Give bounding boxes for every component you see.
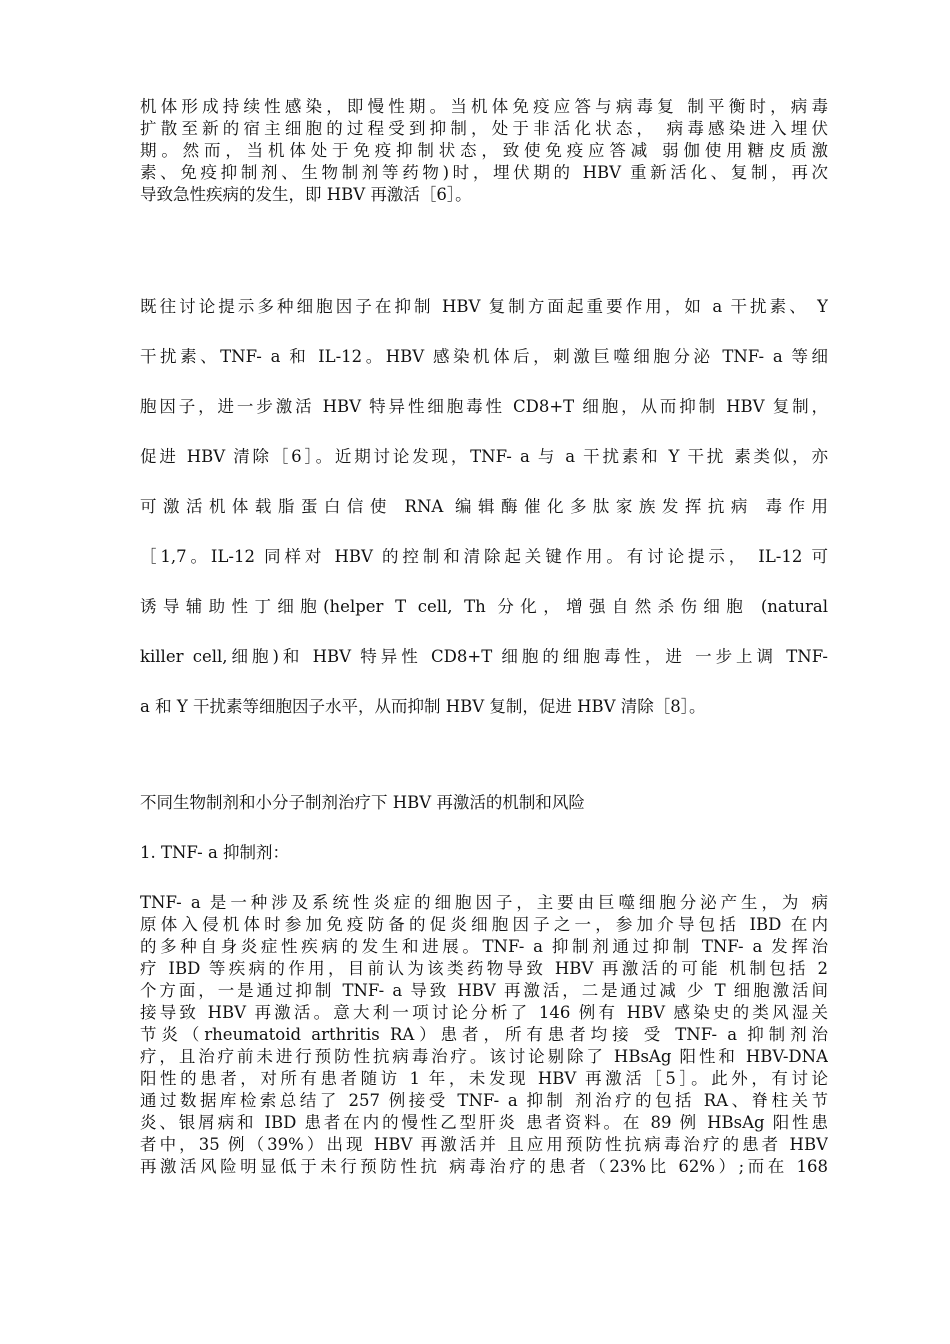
text-line: 既往讨论提示多种细胞因子在抑制 HBV 复制方面起重要作用，如 a 干扰素、 Y [140,297,828,316]
text-line: a 和 Y 干扰素等细胞因子水平，从而抑制 HBV 复制，促进 HBV 清除［8］。 [140,697,706,716]
section-heading: 不同生物制剂和小分子制剂治疗下 HBV 再激活的机制和风险 [140,793,585,812]
text-line: 阳性的患者，对所有患者随访 1 年，未发现 HBV 再激活［5］。此外，有讨论 [140,1069,828,1088]
subsection-heading: 1. TNF- a 抑制剂： [140,843,290,862]
document-page [140,96,828,1176]
text-line: 导致急性疾病的发生，即 HBV 再激活［6］。 [140,185,472,204]
text-line: 接导致 HBV 再激活。意大利一项讨论分析了 146 例有 HBV 感染史的类风湿关 [140,1003,828,1022]
text-line: 疗，且治疗前未进行预防性抗病毒治疗。该讨论剔除了 HBsAg 阳性和 HBV-DNA [140,1047,828,1066]
text-line: 机体形成持续性感染，即慢性期。当机体免疫应答与病毒复 制平衡时，病毒 [140,97,828,116]
text-line: 期。然而，当机体处于免疫抑制状态，致使免疫应答减 弱伽使用糖皮质激 [140,141,828,160]
text-line: 疗 IBD 等疾病的作用，目前认为该类药物导致 HBV 再激活的可能 机制包括 2 [140,959,828,978]
text-line: 的多种自身炎症性疾病的发生和进展。TNF- a 抑制剂通过抑制 TNF- a 发挥治 [140,937,828,956]
text-line: 炎、银屑病和 IBD 患者在内的慢性乙型肝炎 患者资料。在 89 例 HBsAg 阳性患 [140,1113,828,1132]
paragraph-tnf-inhibitors [140,892,828,1178]
text-line: 素、免疫抑制剂、生物制剂等药物)时，埋伏期的 HBV 重新活化、复制，再次 [140,163,828,182]
text-line: 诱导辅助性丁细胞(helper T cell, Th 分化，增强自然杀伤细胞 (natural [140,597,828,616]
text-line: killer cell,细胞)和 HBV 特异性 CD8+T 细胞的细胞毒性，进 一步上调 TNF- [140,647,828,666]
text-line: 干扰素、TNF- a 和 IL-12。HBV 感染机体后，刺激巨噬细胞分泌 TNF- a 等细 [140,347,828,366]
text-line: 节炎（rheumatoid arthritis RA）患者，所有患者均接 受 TNF- a 抑制剂治 [140,1025,828,1044]
text-line: 再激活风险明显低于未行预防性抗 病毒治疗的患者（23%比 62%）;而在 168 [140,1157,828,1176]
paragraph-chronic-phase [140,96,828,206]
text-line: 者中，35 例（39%）出现 HBV 再激活并 且应用预防性抗病毒治疗的患者 HBV [140,1135,828,1154]
text-line: TNF- a 是一种涉及系统性炎症的细胞因子，主要由巨噬细胞分泌产生，为 病 [140,893,828,912]
paragraph-cytokines [140,282,828,732]
text-line: 原体入侵机体时参加免疫防备的促炎细胞因子之一，参加介导包括 IBD 在内 [140,915,828,934]
text-line: 个方面，一是通过抑制 TNF- a 导致 HBV 再激活，二是通过减 少 T 细胞激活间 [140,981,828,1000]
text-line: 扩散至新的宿主细胞的过程受到抑制，处于非活化状态， 病毒感染进入埋伏 [140,119,828,138]
text-line: 促进 HBV 清除［6］。近期讨论发现，TNF- a 与 a 干扰素和 Y 干扰 素类似，亦 [140,447,828,466]
text-line: 可激活机体载脂蛋白信使 RNA 编辑酶催化多肽家族发挥抗病 毒作用 [140,497,828,516]
text-line: 胞因子，进一步激活 HBV 特异性细胞毒性 CD8+T 细胞，从而抑制 HBV 复制， [140,397,828,416]
text-line: ［1,7。IL-12 同样对 HBV 的控制和清除起关键作用。有讨论提示， IL-12 可 [140,547,828,566]
text-line: 通过数据库检索总结了 257 例接受 TNF- a 抑制 剂治疗的包括 RA、脊柱关节 [140,1091,828,1110]
